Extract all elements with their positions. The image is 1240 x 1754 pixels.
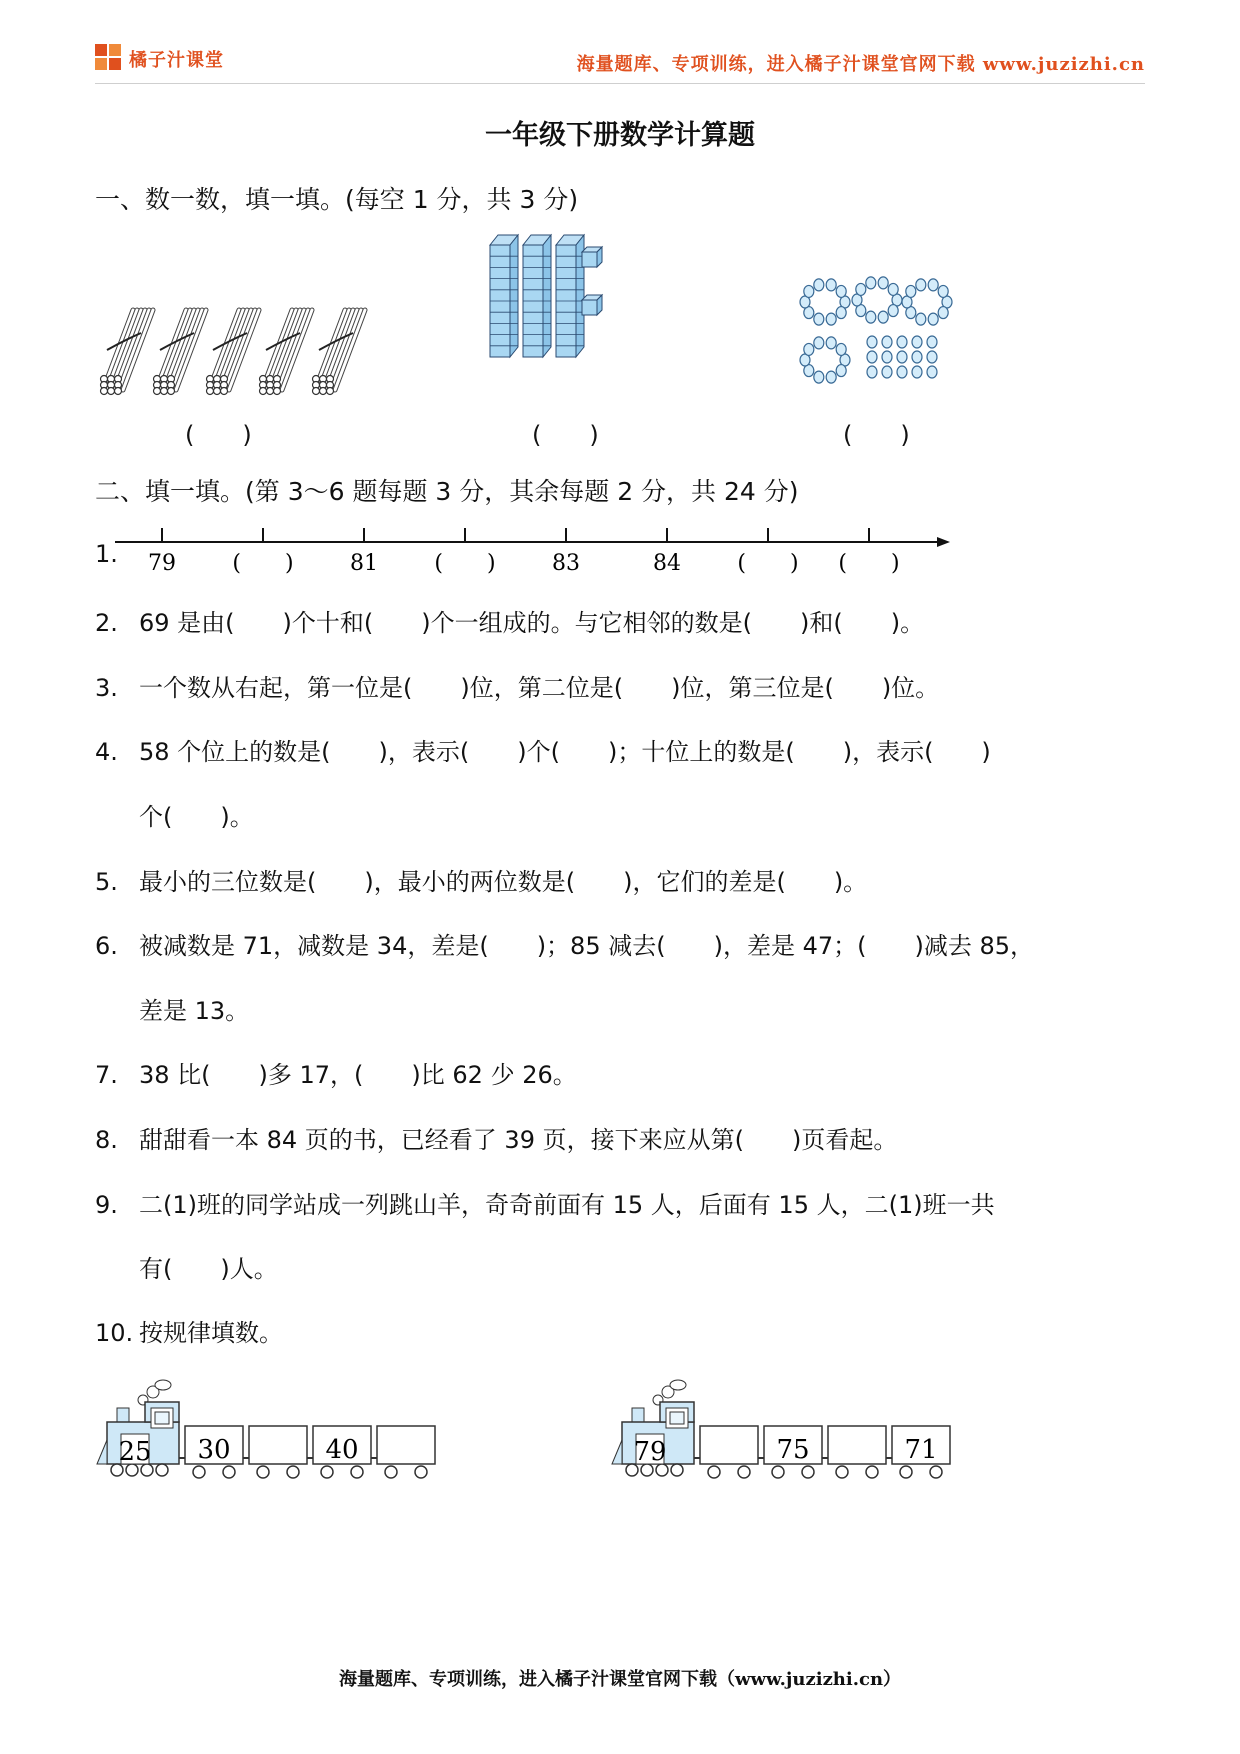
question-8-text: 甜甜看一本 84 页的书，已经看了 39 页，接下来应从第( )页看起。 <box>139 1126 898 1154</box>
train-car-number: 71 <box>904 1435 938 1465</box>
stick-bundle <box>260 310 313 395</box>
number-line-label: ( ) <box>737 551 799 576</box>
question-4: 4. 58 个位上的数是( )，表示( )个( )；十位上的数是( )，表示( ) <box>95 738 991 766</box>
question-6-text: 被减数是 71，减数是 34，差是( )；85 减去( )，差是 47；( )减去 85， <box>139 932 1035 960</box>
logo-text: 橘子汁课堂 <box>129 50 224 71</box>
train-car-number: 25 <box>118 1437 152 1467</box>
page-title: 一年级下册数学计算题 <box>485 120 755 151</box>
train-car <box>694 1426 758 1478</box>
q1-number: 1. <box>95 540 118 568</box>
question-6: 6. 被减数是 71，减数是 34，差是( )；85 减去( )，差是 47；( )减去 85， <box>95 932 1035 960</box>
train-car <box>243 1426 307 1478</box>
bead-groups-figure <box>795 270 995 410</box>
question-10-text: 按规律填数。 <box>139 1319 283 1347</box>
train-car-number: 30 <box>197 1435 231 1465</box>
footer-slogan: 海量题库、专项训练，进入橘子汁课堂官网下载（www.juzizhi.cn） <box>338 1669 902 1690</box>
question-9-cont: 有( )人。 <box>139 1255 278 1283</box>
train-car <box>371 1426 435 1478</box>
question-4-text: 58 个位上的数是( )，表示( )个( )；十位上的数是( )，表示( ) <box>139 738 991 766</box>
arrow-icon <box>937 537 950 547</box>
train-left <box>97 1378 477 1478</box>
question-5-text: 最小的三位数是( )，最小的两位数是( )，它们的差是( )。 <box>139 868 868 896</box>
question-8: 8. 甜甜看一本 84 页的书，已经看了 39 页，接下来应从第( )页看起。 <box>95 1126 898 1154</box>
number-line-label: 81 <box>350 551 378 576</box>
number-line <box>115 525 955 575</box>
question-7: 7. 38 比( )多 17，( )比 62 少 26。 <box>95 1061 577 1089</box>
train-car <box>822 1426 886 1478</box>
number-line-label: 79 <box>148 551 176 576</box>
train-car-number: 40 <box>325 1435 359 1465</box>
train-car <box>886 1426 950 1478</box>
logo-icon <box>95 44 123 74</box>
bead-ring <box>800 337 850 383</box>
stick-bundle <box>101 310 154 395</box>
stick-bundles <box>95 305 375 405</box>
question-2-text: 69 是由( )个十和( )个一组成的。与它相邻的数是( )和( )。 <box>139 609 925 637</box>
unit-cube <box>582 295 602 315</box>
train-car <box>758 1426 822 1478</box>
question-10: 10. 按规律填数。 <box>95 1319 283 1347</box>
answer-blank-beads[interactable]: ( ) <box>843 421 910 449</box>
question-3: 3. 一个数从右起，第一位是( )位，第二位是( )位，第三位是( )位。 <box>95 674 940 702</box>
train-car-number: 79 <box>633 1437 667 1467</box>
header-slogan: 海量题库、专项训练，进入橘子汁课堂官网下载 www.juzizhi.cn <box>576 54 1145 75</box>
header-logo <box>95 44 224 74</box>
train-car-number: 75 <box>776 1435 810 1465</box>
tens-rods-figure <box>490 235 680 405</box>
number-line-label: 84 <box>653 551 681 576</box>
unit-cube <box>582 247 602 267</box>
bead-singles <box>867 336 937 378</box>
question-2: 2. 69 是由( )个十和( )个一组成的。与它相邻的数是( )和( )。 <box>95 609 925 637</box>
stick-bundle <box>207 310 260 395</box>
tens-rod <box>556 235 584 357</box>
question-9: 9. 二(1)班的同学站成一列跳山羊，奇奇前面有 15 人，后面有 15 人，二(1)班一共 <box>95 1191 995 1219</box>
stick-bundle <box>313 310 366 395</box>
answer-blank-rods[interactable]: ( ) <box>532 421 599 449</box>
question-9-text: 二(1)班的同学站成一列跳山羊，奇奇前面有 15 人，后面有 15 人，二(1)班一共 <box>139 1191 995 1219</box>
train-car <box>179 1426 243 1478</box>
bead-ring <box>800 279 850 325</box>
train-car <box>633 1434 666 1467</box>
stick-bundle <box>154 310 207 395</box>
question-6-cont: 差是 13。 <box>139 997 250 1025</box>
train-car <box>118 1434 151 1467</box>
train-right <box>612 1378 992 1478</box>
number-line-label: 83 <box>552 551 580 576</box>
tens-rod <box>490 235 518 357</box>
bead-ring <box>852 277 902 323</box>
header-divider <box>95 83 1145 84</box>
answer-blank-sticks[interactable]: ( ) <box>185 421 252 449</box>
train-car <box>307 1426 371 1478</box>
number-line-label: ( ) <box>838 551 900 576</box>
number-line-label: ( ) <box>232 551 294 576</box>
section2-heading: 二、填一填。(第 3～6 题每题 3 分，其余每题 2 分，共 24 分) <box>95 477 799 506</box>
bead-ring <box>902 279 952 325</box>
tens-rod <box>523 235 551 357</box>
question-4-cont: 个( )。 <box>139 803 254 831</box>
question-7-text: 38 比( )多 17，( )比 62 少 26。 <box>139 1061 577 1089</box>
question-5: 5. 最小的三位数是( )，最小的两位数是( )，它们的差是( )。 <box>95 868 868 896</box>
question-3-text: 一个数从右起，第一位是( )位，第二位是( )位，第三位是( )位。 <box>139 674 940 702</box>
number-line-label: ( ) <box>434 551 496 576</box>
section1-heading: 一、数一数，填一填。(每空 1 分，共 3 分) <box>95 185 579 214</box>
